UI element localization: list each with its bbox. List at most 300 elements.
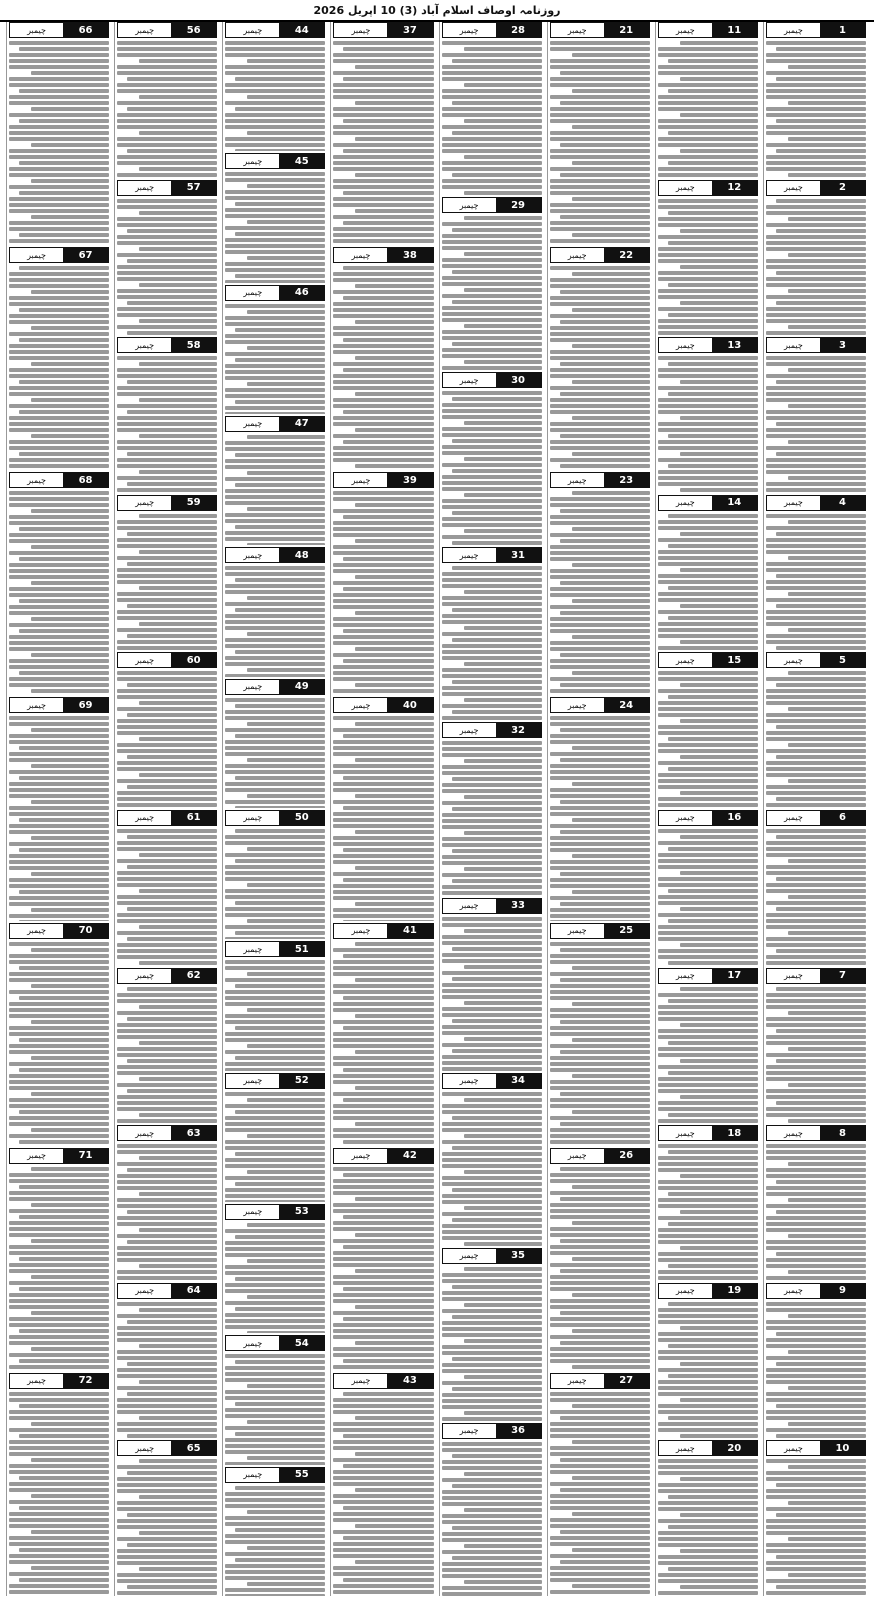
text-line [9, 575, 109, 579]
text-line [766, 544, 866, 548]
text-line [225, 101, 325, 105]
text-line [333, 95, 433, 99]
text-line [776, 1404, 866, 1408]
text-line [9, 197, 109, 201]
text-line [658, 53, 758, 57]
notice-header [9, 1373, 109, 1389]
text-line [442, 1055, 542, 1059]
text-line [333, 1281, 433, 1285]
text-line [442, 487, 542, 491]
notice-number: 48 [279, 548, 324, 562]
text-line [776, 646, 866, 650]
text-line [658, 1089, 758, 1093]
text-line [766, 1113, 866, 1117]
text-line [355, 1416, 433, 1420]
text-line [225, 47, 325, 51]
text-line [247, 596, 325, 600]
text-line [658, 259, 758, 263]
text-line [442, 1176, 542, 1180]
text-line [766, 1035, 866, 1039]
notice-text-lines [442, 213, 542, 370]
text-line [343, 1506, 433, 1510]
text-line [117, 289, 217, 293]
text-line [658, 1234, 758, 1238]
notice-text-lines [225, 1220, 325, 1333]
text-line [127, 259, 217, 263]
notice-block [333, 923, 433, 1146]
text-line [9, 227, 109, 231]
text-line [31, 545, 109, 549]
text-line [442, 1104, 542, 1108]
text-line [766, 95, 866, 99]
text-line [333, 1257, 433, 1261]
text-line [19, 47, 109, 51]
notice-label: چیمبر [351, 1376, 371, 1386]
text-line [9, 1500, 109, 1504]
text-line [225, 1241, 325, 1245]
text-line [333, 800, 433, 804]
text-line [658, 610, 758, 614]
text-line [442, 433, 542, 437]
text-line [766, 791, 866, 795]
notice-header [766, 1283, 866, 1299]
notice-header [9, 923, 109, 939]
text-line [333, 533, 433, 537]
text-line [9, 203, 109, 207]
text-line [560, 902, 650, 906]
text-line [247, 1223, 325, 1227]
notice-label: چیمبر [243, 1338, 263, 1348]
text-line [572, 1038, 650, 1042]
text-line [235, 608, 325, 612]
text-line [464, 324, 542, 328]
text-line [117, 1314, 217, 1318]
text-line [355, 464, 433, 468]
text-line [658, 592, 758, 596]
text-line [550, 41, 650, 45]
text-line [658, 410, 758, 414]
notice-header [117, 337, 217, 353]
text-line [31, 1128, 109, 1132]
text-line [550, 1506, 650, 1510]
text-line [550, 623, 650, 627]
text-line [117, 538, 217, 542]
text-line [247, 1510, 325, 1514]
text-line [139, 247, 217, 251]
notice-number: 24 [604, 698, 649, 712]
notice-header [225, 416, 325, 432]
notice-header [658, 495, 758, 511]
text-line [19, 1329, 109, 1333]
text-line [442, 1031, 542, 1035]
text-line [658, 1180, 758, 1184]
notice-block [658, 495, 758, 651]
text-line [333, 203, 433, 207]
text-line [550, 113, 650, 117]
notice-number: 49 [279, 680, 324, 694]
text-line [452, 131, 542, 135]
text-line [668, 695, 758, 699]
text-line [31, 581, 109, 585]
text-line [766, 416, 866, 420]
text-line [550, 1323, 650, 1327]
notice-header [117, 495, 217, 511]
text-line [343, 878, 433, 882]
text-line [9, 782, 109, 786]
notice-text-lines [766, 1299, 866, 1439]
text-line [452, 1218, 542, 1222]
text-line [247, 1582, 325, 1586]
text-line [333, 740, 433, 744]
text-line [464, 1544, 542, 1548]
text-line [9, 491, 109, 495]
text-line [658, 253, 758, 257]
text-line [333, 179, 433, 183]
text-line [464, 1508, 542, 1512]
text-line [776, 301, 866, 305]
notice-header [550, 923, 650, 939]
notice-text-lines [225, 38, 325, 151]
text-line [766, 398, 866, 402]
text-line [225, 1092, 325, 1096]
text-line [680, 604, 758, 608]
text-line [766, 362, 866, 366]
text-line [235, 1026, 325, 1030]
text-line [333, 812, 433, 816]
text-line [658, 1561, 758, 1565]
text-line [355, 173, 433, 177]
text-line [19, 161, 109, 165]
text-line [247, 471, 325, 475]
text-line [658, 1035, 758, 1039]
text-line [680, 301, 758, 305]
text-line [235, 1277, 325, 1281]
text-line [19, 746, 109, 750]
text-line [225, 1313, 325, 1317]
notice-text-lines [442, 388, 542, 545]
text-line [9, 794, 109, 798]
text-line [658, 428, 758, 432]
text-line [225, 1594, 325, 1596]
text-line [225, 441, 325, 445]
text-line [658, 925, 758, 929]
notice-label: چیمبر [783, 1128, 803, 1138]
text-line [225, 1576, 325, 1580]
text-line [333, 290, 433, 294]
text-line [452, 342, 542, 346]
text-line [766, 1144, 866, 1148]
text-line [9, 1452, 109, 1456]
text-line [668, 1302, 758, 1306]
text-line [333, 278, 433, 282]
text-line [117, 241, 217, 245]
text-line [776, 229, 866, 233]
text-line [333, 458, 433, 462]
text-line [117, 1404, 217, 1408]
text-line [550, 1227, 650, 1231]
notice-text-lines [333, 939, 433, 1146]
text-line [442, 1586, 542, 1590]
notice-text-lines [658, 826, 758, 966]
text-line [225, 966, 325, 970]
notice-number: 50 [279, 811, 324, 825]
text-line [766, 428, 866, 432]
text-line [225, 394, 325, 398]
text-line [658, 1356, 758, 1360]
text-line [658, 137, 758, 141]
text-line [139, 167, 217, 171]
text-line [117, 725, 217, 729]
text-line [550, 47, 650, 51]
text-line [550, 398, 650, 402]
text-line [680, 1174, 758, 1178]
text-line [442, 149, 542, 153]
text-line [442, 1327, 542, 1331]
text-line [333, 446, 433, 450]
notice-header [117, 22, 217, 38]
text-line [117, 1398, 217, 1402]
text-line [333, 1440, 433, 1444]
text-line [766, 1495, 866, 1499]
text-line [333, 1074, 433, 1078]
text-line [333, 665, 433, 669]
notice-label: چیمبر [135, 498, 155, 508]
text-line [9, 551, 109, 555]
text-line [225, 889, 325, 893]
text-line [766, 925, 866, 929]
text-line [333, 788, 433, 792]
text-line [766, 1344, 866, 1348]
notice-header [766, 1125, 866, 1141]
text-line [117, 901, 217, 905]
notice-header [550, 1148, 650, 1164]
text-line [247, 883, 325, 887]
text-line [572, 890, 650, 894]
text-line [19, 119, 109, 123]
notice-block [658, 22, 758, 178]
text-line [9, 65, 109, 69]
text-line [225, 1032, 325, 1036]
text-line [766, 1531, 866, 1535]
text-line [19, 890, 109, 894]
notice-text-lines [117, 984, 217, 1124]
text-line [442, 596, 542, 600]
text-line [127, 755, 217, 759]
text-line [550, 1572, 650, 1576]
text-line [442, 578, 542, 582]
text-line [452, 638, 542, 642]
notice-text-lines [117, 196, 217, 336]
text-line [680, 1023, 758, 1027]
text-line [680, 943, 758, 947]
text-line [572, 272, 650, 276]
text-line [550, 984, 650, 988]
text-line [442, 481, 542, 485]
text-line [333, 161, 433, 165]
text-line [766, 1410, 866, 1414]
text-line [658, 1047, 758, 1051]
text-line [9, 683, 109, 687]
notice-header [550, 247, 650, 263]
text-line [117, 71, 217, 75]
notice-label: چیمبر [351, 926, 371, 936]
text-line [658, 520, 758, 524]
text-line [9, 990, 109, 994]
text-line [117, 803, 217, 807]
text-line [442, 1152, 542, 1156]
text-line [680, 380, 758, 384]
text-line [117, 829, 217, 833]
notice-number: 63 [171, 1126, 216, 1140]
text-line [117, 125, 217, 129]
text-line [452, 1116, 542, 1120]
text-line [117, 404, 217, 408]
notice-number: 61 [171, 811, 216, 825]
text-line [117, 791, 217, 795]
text-line [464, 1134, 542, 1138]
text-line [225, 960, 325, 964]
text-line [333, 1512, 433, 1516]
text-line [9, 1032, 109, 1036]
text-line [333, 746, 433, 750]
notice-label: چیمبر [675, 340, 695, 350]
text-line [117, 1258, 217, 1262]
text-line [658, 1573, 758, 1577]
text-line [550, 1128, 650, 1132]
text-line [343, 1464, 433, 1468]
text-line [333, 551, 433, 555]
text-line [464, 965, 542, 969]
text-line [225, 990, 325, 994]
notice-number: 13 [712, 338, 757, 352]
text-line [788, 1314, 866, 1318]
text-line [550, 521, 650, 525]
notice-label: چیمبر [243, 944, 263, 954]
text-line [572, 635, 650, 639]
text-line [333, 404, 433, 408]
text-line [442, 1466, 542, 1470]
text-line [333, 521, 433, 525]
notice-header [117, 1440, 217, 1456]
text-line [139, 1113, 217, 1117]
text-line [9, 185, 109, 189]
text-line [766, 526, 866, 530]
text-line [550, 770, 650, 774]
text-line [658, 1422, 758, 1426]
notice-text-lines [225, 1089, 325, 1202]
text-line [9, 587, 109, 591]
text-line [31, 362, 109, 366]
text-line [658, 713, 758, 717]
text-line [31, 1203, 109, 1207]
text-line [658, 865, 758, 869]
text-line [9, 1104, 109, 1108]
text-line [117, 1234, 217, 1238]
text-line [658, 797, 758, 801]
text-line [442, 941, 542, 945]
text-line [9, 539, 109, 543]
text-line [235, 829, 325, 833]
text-line [225, 1002, 325, 1006]
text-line [9, 902, 109, 906]
text-line [117, 271, 217, 275]
notice-text-lines [658, 353, 758, 493]
notice-number: 18 [712, 1126, 757, 1140]
text-line [550, 368, 650, 372]
text-line [442, 971, 542, 975]
text-line [333, 1110, 433, 1114]
text-line [658, 199, 758, 203]
text-line [442, 1405, 542, 1409]
notice-block [550, 472, 650, 695]
notice-label: چیمبر [135, 971, 155, 981]
text-line [766, 1041, 866, 1045]
notice-label: چیمبر [783, 1443, 803, 1453]
text-line [9, 1440, 109, 1444]
notice-label: چیمبر [675, 971, 695, 981]
text-line [658, 1368, 758, 1372]
text-line [31, 872, 109, 876]
text-line [117, 1507, 217, 1511]
notice-block [225, 941, 325, 1070]
text-line [550, 1203, 650, 1207]
notice-text-lines [658, 668, 758, 808]
text-line [442, 686, 542, 690]
text-line [139, 59, 217, 63]
text-line [355, 284, 433, 288]
text-line [680, 1095, 758, 1099]
text-line [225, 662, 325, 666]
text-line [550, 209, 650, 213]
text-line [442, 499, 542, 503]
text-line [139, 319, 217, 323]
text-line [442, 1417, 542, 1421]
text-line [658, 173, 758, 177]
text-line [442, 179, 542, 183]
text-line [442, 415, 542, 419]
text-line [19, 1434, 109, 1438]
text-line [117, 1489, 217, 1493]
text-line [464, 698, 542, 702]
text-line [658, 247, 758, 251]
text-line [550, 884, 650, 888]
text-line [658, 913, 758, 917]
text-line [766, 586, 866, 590]
text-line [766, 713, 866, 717]
text-line [766, 1398, 866, 1402]
text-line [225, 226, 325, 230]
text-line [550, 155, 650, 159]
text-line [343, 1536, 433, 1540]
notice-block [9, 697, 109, 920]
text-line [247, 722, 325, 726]
text-line [9, 1317, 109, 1321]
text-line [788, 628, 866, 632]
notice-header [658, 1283, 758, 1299]
notice-header [766, 1440, 866, 1456]
text-line [550, 960, 650, 964]
text-line [766, 1567, 866, 1571]
text-line [766, 107, 866, 111]
text-line [139, 773, 217, 777]
text-line [680, 1585, 758, 1589]
text-line [658, 374, 758, 378]
text-line [9, 1197, 109, 1201]
text-line [658, 779, 758, 783]
text-line [550, 1134, 650, 1138]
text-line [333, 1323, 433, 1327]
text-line [225, 412, 325, 414]
